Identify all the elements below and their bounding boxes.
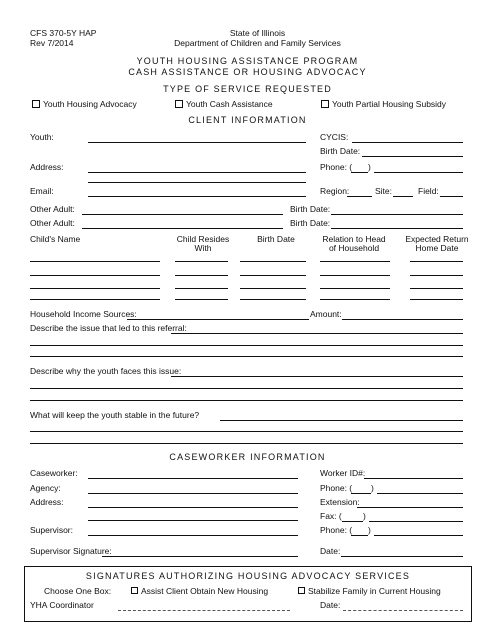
- caseworker-phone-label: Phone: (: [320, 483, 353, 493]
- caseworker-phone-field[interactable]: [377, 493, 463, 494]
- agency-label: Agency:: [30, 483, 61, 493]
- future-stability-field-line3[interactable]: [30, 443, 463, 444]
- department-name: Department of Children and Family Services: [174, 38, 341, 48]
- why-issue-field[interactable]: [171, 376, 463, 377]
- choose-one-box-label: Choose One Box:: [44, 586, 112, 596]
- child-2-birth-date-field[interactable]: [240, 275, 306, 276]
- worker-id-field[interactable]: [364, 478, 463, 479]
- other-adult-2-field[interactable]: [82, 228, 283, 229]
- why-issue-field-line2[interactable]: [30, 388, 463, 389]
- child-resides-with-header: Child Resides With: [176, 234, 230, 253]
- youth-housing-advocacy-label: Youth Housing Advocacy: [43, 99, 137, 109]
- income-sources-field[interactable]: [127, 319, 309, 320]
- caseworker-address-field[interactable]: [88, 507, 298, 508]
- referral-issue-field-line2[interactable]: [30, 345, 463, 346]
- youth-field[interactable]: [88, 142, 306, 143]
- address-field-line2[interactable]: [88, 182, 306, 183]
- why-issue-field-line3[interactable]: [30, 400, 463, 401]
- site-field[interactable]: [393, 196, 413, 197]
- child-3-birth-date-field[interactable]: [240, 288, 306, 289]
- field-label: Field:: [418, 186, 439, 196]
- childs-name-header: Child's Name: [30, 234, 81, 244]
- program-title-line1: YOUTH HOUSING ASSISTANCE PROGRAM: [136, 56, 359, 66]
- site-label: Site:: [375, 186, 393, 196]
- referral-issue-label: Describe the issue that led to this referral:: [30, 323, 187, 333]
- form-revision: Rev 7/2014: [30, 38, 74, 48]
- child-4-relation-field[interactable]: [320, 299, 390, 300]
- service-type-heading: TYPE OF SERVICE REQUESTED: [163, 84, 332, 94]
- assist-new-housing-checkbox[interactable]: [131, 587, 138, 594]
- other-adult-1-field[interactable]: [82, 214, 283, 215]
- assist-new-housing-label: Assist Client Obtain New Housing: [141, 586, 269, 596]
- fax-field[interactable]: [369, 521, 463, 522]
- other-adult-1-birth-date-field[interactable]: [331, 214, 463, 215]
- child-2-resides-field[interactable]: [175, 275, 228, 276]
- supervisor-phone-label: Phone: (: [320, 525, 353, 535]
- address-field[interactable]: [88, 172, 306, 173]
- youth-phone-label: Phone: (: [320, 162, 353, 172]
- youth-cash-assistance-label: Youth Cash Assistance: [186, 99, 273, 109]
- youth-phone-paren: ): [368, 162, 371, 172]
- supervisor-signature-date-field[interactable]: [341, 556, 463, 557]
- child-1-resides-field[interactable]: [175, 261, 228, 262]
- child-1-name-field[interactable]: [30, 261, 160, 262]
- fax-label: Fax: (: [320, 511, 342, 521]
- child-4-name-field[interactable]: [30, 299, 160, 300]
- supervisor-signature-date-label: Date:: [320, 546, 341, 556]
- other-adult-2-birth-date-label: Birth Date:: [290, 218, 331, 228]
- stabilize-family-label: Stabilize Family in Current Housing: [308, 586, 441, 596]
- caseworker-address-label: Address:: [30, 497, 64, 507]
- future-stability-field[interactable]: [220, 420, 463, 421]
- youth-partial-housing-subsidy-checkbox[interactable]: [321, 100, 329, 108]
- income-sources-label: Household Income Sources:: [30, 309, 137, 319]
- expected-return-date-header: Expected Return Home Date: [405, 234, 469, 253]
- youth-birth-date-label: Birth Date:: [320, 146, 361, 156]
- region-label: Region:: [320, 186, 350, 196]
- child-3-resides-field[interactable]: [175, 288, 228, 289]
- child-1-return-date-field[interactable]: [410, 261, 463, 262]
- caseworker-phone-paren: ): [371, 483, 374, 493]
- supervisor-phone-paren: ): [368, 525, 371, 535]
- region-field[interactable]: [347, 196, 372, 197]
- fax-area-code[interactable]: [342, 521, 363, 522]
- supervisor-signature-field[interactable]: [102, 556, 298, 557]
- supervisor-phone-area-code[interactable]: [351, 535, 368, 536]
- referral-issue-field-line3[interactable]: [30, 356, 463, 357]
- youth-partial-housing-subsidy-label: Youth Partial Housing Subsidy: [332, 99, 447, 109]
- child-3-name-field[interactable]: [30, 288, 160, 289]
- child-birth-date-header: Birth Date: [257, 234, 295, 244]
- caseworker-address-field-line2[interactable]: [88, 520, 298, 521]
- supervisor-label: Supervisor:: [30, 525, 73, 535]
- yha-coordinator-date-label: Date:: [320, 600, 341, 610]
- caseworker-phone-area-code[interactable]: [351, 493, 371, 494]
- child-4-birth-date-field[interactable]: [240, 299, 306, 300]
- relation-to-head-header: Relation to Head of Household: [322, 234, 386, 253]
- youth-birth-date-field[interactable]: [362, 156, 463, 157]
- other-adult-1-birth-date-label: Birth Date:: [290, 204, 331, 214]
- supervisor-signature-label: Supervisor Signature:: [30, 546, 112, 556]
- field-field[interactable]: [440, 196, 463, 197]
- extension-label: Extension:: [320, 497, 360, 507]
- referral-issue-field[interactable]: [171, 333, 463, 334]
- youth-cash-assistance-checkbox[interactable]: [175, 100, 183, 108]
- future-stability-field-line2[interactable]: [30, 431, 463, 432]
- child-4-resides-field[interactable]: [175, 299, 228, 300]
- youth-housing-advocacy-checkbox[interactable]: [32, 100, 40, 108]
- child-3-return-date-field[interactable]: [410, 288, 463, 289]
- child-1-relation-field[interactable]: [320, 261, 390, 262]
- other-adult-2-birth-date-field[interactable]: [331, 228, 463, 229]
- child-2-relation-field[interactable]: [320, 275, 390, 276]
- child-1-birth-date-field[interactable]: [240, 261, 306, 262]
- youth-phone-area-code[interactable]: [351, 172, 368, 173]
- yha-coordinator-signature-field[interactable]: [118, 610, 290, 611]
- child-4-return-date-field[interactable]: [410, 299, 463, 300]
- amount-field[interactable]: [342, 319, 463, 320]
- child-2-return-date-field[interactable]: [410, 275, 463, 276]
- stabilize-family-checkbox[interactable]: [298, 587, 305, 594]
- yha-coordinator-label: YHA Coordinator: [30, 600, 94, 610]
- supervisor-phone-field[interactable]: [374, 535, 463, 536]
- signatures-heading: SIGNATURES AUTHORIZING HOUSING ADVOCACY SERVICES: [85, 571, 411, 581]
- youth-phone-field[interactable]: [374, 172, 463, 173]
- program-title-line2: CASH ASSISTANCE OR HOUSING ADVOCACY: [128, 67, 367, 77]
- agency-field[interactable]: [88, 493, 298, 494]
- youth-label: Youth:: [30, 132, 54, 142]
- client-info-heading: CLIENT INFORMATION: [188, 115, 307, 125]
- caseworker-field[interactable]: [88, 478, 298, 479]
- email-field[interactable]: [88, 196, 306, 197]
- address-label: Address:: [30, 162, 64, 172]
- fax-paren: ): [363, 511, 366, 521]
- child-2-name-field[interactable]: [30, 275, 160, 276]
- yha-coordinator-date-field[interactable]: [343, 610, 463, 611]
- worker-id-label: Worker ID#:: [320, 468, 366, 478]
- why-issue-label: Describe why the youth faces this issue:: [30, 366, 182, 376]
- email-label: Email:: [30, 186, 54, 196]
- cycis-field[interactable]: [352, 142, 463, 143]
- caseworker-info-heading: CASEWORKER INFORMATION: [169, 452, 326, 462]
- future-stability-label: What will keep the youth stable in the future?: [30, 410, 200, 420]
- child-3-relation-field[interactable]: [320, 288, 390, 289]
- form-id: CFS 370-5Y HAP: [30, 28, 97, 38]
- other-adult-2-label: Other Adult:: [30, 218, 75, 228]
- other-adult-1-label: Other Adult:: [30, 204, 75, 214]
- state-name: State of Illinois: [229, 28, 286, 38]
- supervisor-field[interactable]: [88, 535, 298, 536]
- caseworker-label: Caseworker:: [30, 468, 78, 478]
- extension-field[interactable]: [357, 507, 463, 508]
- cycis-label: CYCIS:: [320, 132, 349, 142]
- amount-label: Amount:: [310, 309, 342, 319]
